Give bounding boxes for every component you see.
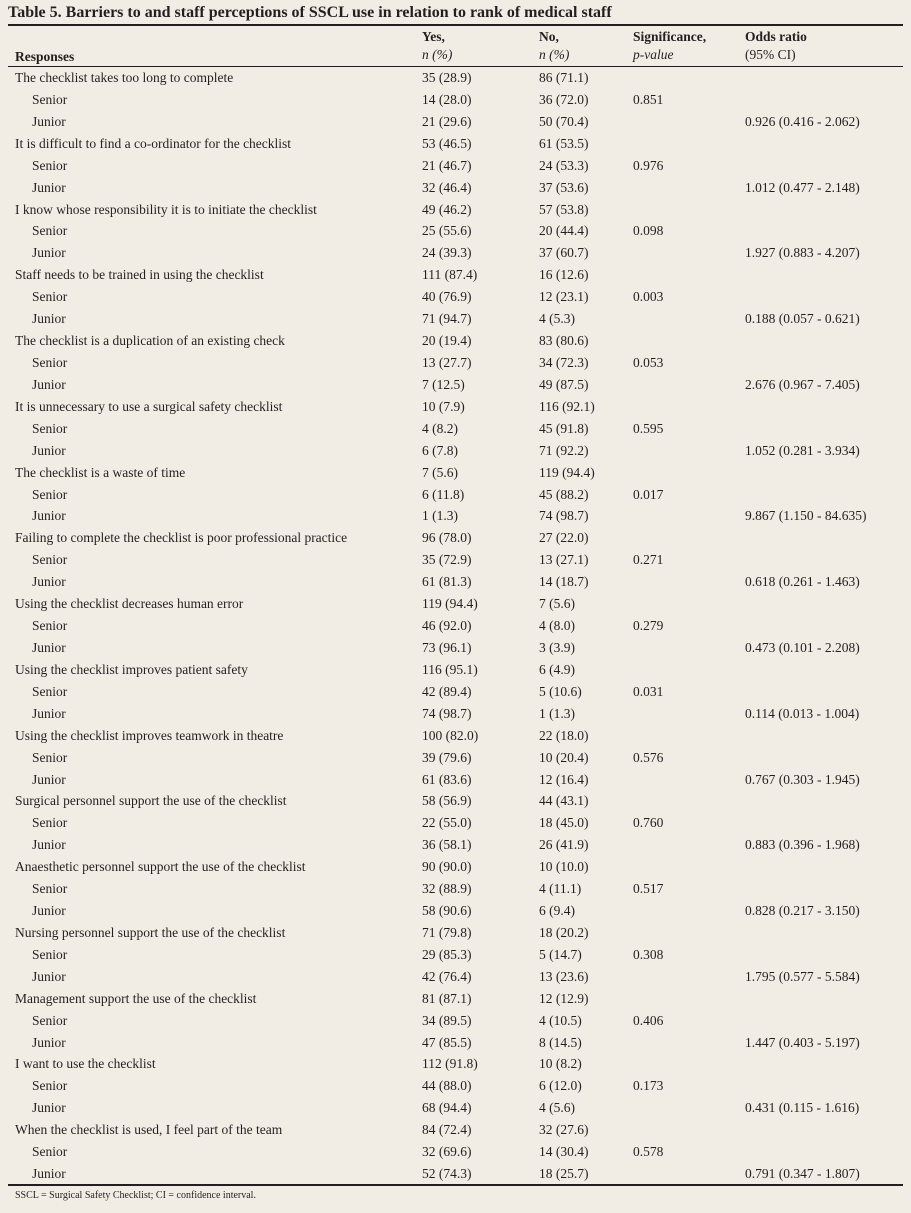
cell-no: 50 (70.4): [539, 113, 589, 129]
cell-yes: 74 (98.7): [422, 705, 472, 721]
cell-no: 4 (5.3): [539, 311, 575, 327]
cell-no: 18 (25.7): [539, 1166, 589, 1182]
cell-yes: 40 (76.9): [422, 289, 472, 305]
cell-no: 45 (91.8): [539, 420, 589, 436]
cell-yes: 61 (81.3): [422, 574, 472, 590]
row-label: Junior: [32, 311, 66, 327]
cell-no: 16 (12.6): [539, 267, 589, 283]
cell-no: 14 (18.7): [539, 574, 589, 590]
table-footnote: SSCL = Surgical Safety Checklist; CI = confidence interval.: [15, 1190, 256, 1201]
cell-odds-ratio: 0.791 (0.347 - 1.807): [745, 1166, 860, 1182]
cell-yes: 10 (7.9): [422, 398, 465, 414]
cell-no: 57 (53.8): [539, 201, 589, 217]
cell-no: 26 (41.9): [539, 837, 589, 853]
cell-yes: 71 (79.8): [422, 924, 472, 940]
cell-yes: 116 (95.1): [422, 661, 478, 677]
cell-significance: 0.271: [633, 552, 664, 568]
row-label: Senior: [32, 91, 68, 107]
row-label: Junior: [32, 1166, 66, 1182]
cell-no: 7 (5.6): [539, 596, 575, 612]
header-responses: Responses: [15, 49, 75, 64]
table-row: [0, 242, 911, 264]
cell-no: 6 (12.0): [539, 1078, 582, 1094]
row-label: Senior: [32, 552, 68, 568]
table-row: [0, 790, 911, 812]
cell-odds-ratio: 0.883 (0.396 - 1.968): [745, 837, 860, 853]
cell-yes: 4 (8.2): [422, 420, 458, 436]
cell-no: 24 (53.3): [539, 157, 589, 173]
table-row: [0, 944, 911, 966]
cell-no: 12 (12.9): [539, 990, 589, 1006]
row-label: Senior: [32, 157, 68, 173]
cell-significance: 0.173: [633, 1078, 664, 1094]
cell-yes: 61 (83.6): [422, 771, 472, 787]
table-row: [0, 922, 911, 944]
cell-significance: 0.098: [633, 223, 664, 239]
header-odds-ratio-sub: (95% CI): [745, 47, 796, 62]
table-row: [0, 527, 911, 549]
cell-significance: 0.576: [633, 749, 664, 765]
row-label: Senior: [32, 815, 68, 831]
cell-odds-ratio: 0.767 (0.303 - 1.945): [745, 771, 860, 787]
cell-yes: 96 (78.0): [422, 530, 472, 546]
cell-no: 4 (10.5): [539, 1012, 582, 1028]
row-label: Nursing personnel support the use of the checklist: [15, 924, 286, 940]
cell-no: 36 (72.0): [539, 91, 589, 107]
cell-significance: 0.578: [633, 1144, 664, 1160]
table-row: [0, 89, 911, 111]
table-row: [0, 988, 911, 1010]
table-row: [0, 330, 911, 352]
cell-no: 74 (98.7): [539, 508, 589, 524]
cell-significance: 0.279: [633, 618, 664, 634]
row-label: I know whose responsibility it is to initiate the checklist: [15, 201, 317, 217]
table-row: [0, 1097, 911, 1119]
header-significance-sub: p-value: [633, 47, 674, 62]
row-label: The checklist is a waste of time: [15, 464, 186, 480]
table-row: [0, 900, 911, 922]
table-row: [0, 286, 911, 308]
table-row: [0, 593, 911, 615]
cell-significance: 0.406: [633, 1012, 664, 1028]
table-row: [0, 637, 911, 659]
table-row: [0, 659, 911, 681]
cell-no: 22 (18.0): [539, 727, 589, 743]
cell-yes: 53 (46.5): [422, 135, 472, 151]
cell-yes: 100 (82.0): [422, 727, 479, 743]
cell-yes: 25 (55.6): [422, 223, 472, 239]
row-label: Anaesthetic personnel support the use of the checklist: [15, 859, 306, 875]
table-row: [0, 1053, 911, 1075]
row-label: Senior: [32, 683, 68, 699]
cell-no: 18 (20.2): [539, 924, 589, 940]
cell-yes: 58 (56.9): [422, 793, 472, 809]
cell-yes: 32 (69.6): [422, 1144, 472, 1160]
row-label: Failing to complete the checklist is poor professional practice: [15, 530, 348, 546]
cell-yes: 29 (85.3): [422, 946, 472, 962]
cell-significance: 0.595: [633, 420, 664, 436]
cell-yes: 6 (11.8): [422, 486, 465, 502]
cell-yes: 81 (87.1): [422, 990, 472, 1006]
table-row: [0, 418, 911, 440]
cell-yes: 7 (5.6): [422, 464, 458, 480]
table-row: [0, 571, 911, 593]
row-label: Senior: [32, 946, 68, 962]
table-body: [0, 67, 911, 1185]
row-label: Senior: [32, 618, 68, 634]
table-row: [0, 220, 911, 242]
cell-yes: 21 (29.6): [422, 113, 472, 129]
row-label: Junior: [32, 245, 66, 261]
cell-yes: 90 (90.0): [422, 859, 472, 875]
cell-no: 37 (53.6): [539, 179, 589, 195]
row-label: Junior: [32, 771, 66, 787]
row-label: Using the checklist improves teamwork in theatre: [15, 727, 284, 743]
cell-yes: 24 (39.3): [422, 245, 472, 261]
cell-yes: 42 (76.4): [422, 968, 472, 984]
cell-no: 49 (87.5): [539, 376, 589, 392]
cell-no: 14 (30.4): [539, 1144, 589, 1160]
row-label: Senior: [32, 289, 68, 305]
header-no-sub: n (%): [539, 47, 570, 62]
table-row: [0, 1075, 911, 1097]
cell-no: 45 (88.2): [539, 486, 589, 502]
header-odds-ratio-label: Odds ratio: [745, 29, 807, 44]
row-label: Junior: [32, 837, 66, 853]
table-row: [0, 549, 911, 571]
cell-yes: 13 (27.7): [422, 354, 472, 370]
cell-yes: 44 (88.0): [422, 1078, 472, 1094]
row-label: Management support the use of the checklist: [15, 990, 257, 1006]
table-row: [0, 462, 911, 484]
table-row: [0, 155, 911, 177]
table-row: [0, 1119, 911, 1141]
table-row: [0, 374, 911, 396]
cell-odds-ratio: 1.927 (0.883 - 4.207): [745, 245, 860, 261]
cell-significance: 0.308: [633, 946, 664, 962]
row-label: Junior: [32, 179, 66, 195]
cell-yes: 36 (58.1): [422, 837, 472, 853]
row-label: Using the checklist improves patient safety: [15, 661, 248, 677]
cell-no: 12 (23.1): [539, 289, 589, 305]
cell-yes: 1 (1.3): [422, 508, 458, 524]
table-row: [0, 440, 911, 462]
cell-significance: 0.053: [633, 354, 664, 370]
cell-no: 8 (14.5): [539, 1034, 582, 1050]
cell-odds-ratio: 0.431 (0.115 - 1.616): [745, 1100, 860, 1116]
table-row: [0, 308, 911, 330]
header-significance-label: Significance,: [633, 29, 707, 44]
header-significance: [633, 28, 706, 64]
header-no-label: No,: [539, 29, 559, 44]
table-row: [0, 67, 911, 89]
cell-odds-ratio: 2.676 (0.967 - 7.405): [745, 376, 860, 392]
cell-yes: 52 (74.3): [422, 1166, 472, 1182]
row-label: Senior: [32, 354, 68, 370]
top-rule: [8, 24, 903, 26]
cell-odds-ratio: 0.114 (0.013 - 1.004): [745, 705, 860, 721]
cell-significance: 0.976: [633, 157, 664, 173]
cell-yes: 20 (19.4): [422, 333, 472, 349]
table-row: [0, 352, 911, 374]
table-row: [0, 703, 911, 725]
cell-no: 13 (27.1): [539, 552, 589, 568]
row-label: Senior: [32, 486, 68, 502]
table-row: [0, 396, 911, 418]
table-row: [0, 264, 911, 286]
row-label: Junior: [32, 574, 66, 590]
cell-no: 10 (20.4): [539, 749, 589, 765]
row-label: Senior: [32, 223, 68, 239]
row-label: I want to use the checklist: [15, 1056, 156, 1072]
cell-yes: 68 (94.4): [422, 1100, 472, 1116]
cell-no: 71 (92.2): [539, 442, 589, 458]
cell-yes: 58 (90.6): [422, 903, 472, 919]
bottom-rule: [8, 1184, 903, 1186]
cell-yes: 32 (46.4): [422, 179, 472, 195]
table-row: [0, 1010, 911, 1032]
header-odds-ratio: [745, 28, 807, 64]
cell-significance: 0.031: [633, 683, 664, 699]
table-row: [0, 966, 911, 988]
cell-odds-ratio: 9.867 (1.150 - 84.635): [745, 508, 867, 524]
cell-odds-ratio: 1.447 (0.403 - 5.197): [745, 1034, 860, 1050]
cell-no: 6 (4.9): [539, 661, 575, 677]
header-yes: [422, 28, 452, 64]
row-label: Junior: [32, 442, 66, 458]
cell-yes: 47 (85.5): [422, 1034, 472, 1050]
cell-yes: 7 (12.5): [422, 376, 465, 392]
cell-odds-ratio: 1.795 (0.577 - 5.584): [745, 968, 860, 984]
table-row: [0, 725, 911, 747]
cell-no: 4 (8.0): [539, 618, 575, 634]
row-label: Junior: [32, 1100, 66, 1116]
cell-no: 34 (72.3): [539, 354, 589, 370]
table-row: [0, 856, 911, 878]
row-label: Surgical personnel support the use of the checklist: [15, 793, 287, 809]
table-row: [0, 199, 911, 221]
table-row: [0, 681, 911, 703]
cell-yes: 22 (55.0): [422, 815, 472, 831]
row-label: Junior: [32, 639, 66, 655]
row-label: Senior: [32, 1078, 68, 1094]
cell-yes: 35 (28.9): [422, 70, 472, 85]
cell-yes: 46 (92.0): [422, 618, 472, 634]
table-row: [0, 505, 911, 527]
row-label: Senior: [32, 749, 68, 765]
row-label: Junior: [32, 113, 66, 129]
cell-no: 37 (60.7): [539, 245, 589, 261]
table-row: [0, 111, 911, 133]
cell-odds-ratio: 0.926 (0.416 - 2.062): [745, 113, 860, 129]
table-row: [0, 747, 911, 769]
table-row: [0, 834, 911, 856]
row-label: Junior: [32, 1034, 66, 1050]
cell-no: 27 (22.0): [539, 530, 589, 546]
cell-significance: 0.851: [633, 91, 664, 107]
row-label: Senior: [32, 1012, 68, 1028]
header-no: [539, 28, 569, 64]
table-title: Table 5. Barriers to and staff perceptions of SSCL use in relation to rank of medical staff: [8, 4, 612, 21]
header-yes-sub: n (%): [422, 47, 453, 62]
cell-significance: 0.003: [633, 289, 664, 305]
cell-no: 44 (43.1): [539, 793, 589, 809]
cell-yes: 112 (91.8): [422, 1056, 478, 1072]
cell-no: 1 (1.3): [539, 705, 575, 721]
cell-yes: 21 (46.7): [422, 157, 472, 173]
cell-odds-ratio: 0.828 (0.217 - 3.150): [745, 903, 860, 919]
row-label: Junior: [32, 705, 66, 721]
cell-no: 4 (5.6): [539, 1100, 575, 1116]
row-label: Junior: [32, 968, 66, 984]
cell-no: 5 (10.6): [539, 683, 582, 699]
cell-no: 4 (11.1): [539, 881, 582, 897]
row-label: Junior: [32, 903, 66, 919]
cell-significance: 0.517: [633, 881, 664, 897]
cell-yes: 73 (96.1): [422, 639, 472, 655]
table-row: [0, 484, 911, 506]
cell-no: 13 (23.6): [539, 968, 589, 984]
row-label: Senior: [32, 420, 68, 436]
table-row: [0, 615, 911, 637]
row-label: The checklist is a duplication of an existing check: [15, 333, 285, 349]
cell-no: 32 (27.6): [539, 1122, 589, 1138]
cell-no: 61 (53.5): [539, 135, 589, 151]
cell-significance: 0.017: [633, 486, 664, 502]
cell-yes: 49 (46.2): [422, 201, 472, 217]
row-label: It is unnecessary to use a surgical safety checklist: [15, 398, 283, 414]
cell-odds-ratio: 0.618 (0.261 - 1.463): [745, 574, 860, 590]
cell-no: 5 (14.7): [539, 946, 582, 962]
row-label: Junior: [32, 508, 66, 524]
cell-yes: 111 (87.4): [422, 267, 478, 283]
table-row: [0, 1163, 911, 1185]
table-row: [0, 177, 911, 199]
cell-no: 86 (71.1): [539, 70, 589, 85]
row-label: When the checklist is used, I feel part of the team: [15, 1122, 283, 1138]
table-row: [0, 812, 911, 834]
row-label: The checklist takes too long to complete: [15, 70, 234, 85]
row-label: Using the checklist decreases human error: [15, 596, 244, 612]
row-label: Staff needs to be trained in using the checklist: [15, 267, 264, 283]
cell-odds-ratio: 0.188 (0.057 - 0.621): [745, 311, 860, 327]
row-label: It is difficult to find a co-ordinator for the checklist: [15, 135, 292, 151]
row-label: Junior: [32, 376, 66, 392]
cell-yes: 119 (94.4): [422, 596, 478, 612]
cell-odds-ratio: 1.052 (0.281 - 3.934): [745, 442, 860, 458]
cell-yes: 35 (72.9): [422, 552, 472, 568]
cell-yes: 71 (94.7): [422, 311, 472, 327]
table-row: [0, 1141, 911, 1163]
cell-odds-ratio: 1.012 (0.477 - 2.148): [745, 179, 860, 195]
cell-yes: 6 (7.8): [422, 442, 458, 458]
row-label: Senior: [32, 881, 68, 897]
cell-no: 10 (10.0): [539, 859, 589, 875]
cell-no: 18 (45.0): [539, 815, 589, 831]
table-row: [0, 133, 911, 155]
cell-no: 3 (3.9): [539, 639, 575, 655]
cell-yes: 84 (72.4): [422, 1122, 472, 1138]
cell-no: 83 (80.6): [539, 333, 589, 349]
cell-no: 20 (44.4): [539, 223, 589, 239]
cell-no: 119 (94.4): [539, 464, 595, 480]
table-row: [0, 878, 911, 900]
cell-yes: 32 (88.9): [422, 881, 472, 897]
cell-yes: 14 (28.0): [422, 91, 472, 107]
cell-significance: 0.760: [633, 815, 664, 831]
cell-odds-ratio: 0.473 (0.101 - 2.208): [745, 639, 860, 655]
cell-yes: 39 (79.6): [422, 749, 472, 765]
table-row: [0, 769, 911, 791]
header-yes-label: Yes,: [422, 29, 445, 44]
cell-yes: 34 (89.5): [422, 1012, 472, 1028]
cell-no: 12 (16.4): [539, 771, 589, 787]
cell-no: 6 (9.4): [539, 903, 575, 919]
cell-yes: 42 (89.4): [422, 683, 472, 699]
row-label: Senior: [32, 1144, 68, 1160]
cell-no: 10 (8.2): [539, 1056, 582, 1072]
table-row: [0, 1032, 911, 1054]
cell-no: 116 (92.1): [539, 398, 595, 414]
